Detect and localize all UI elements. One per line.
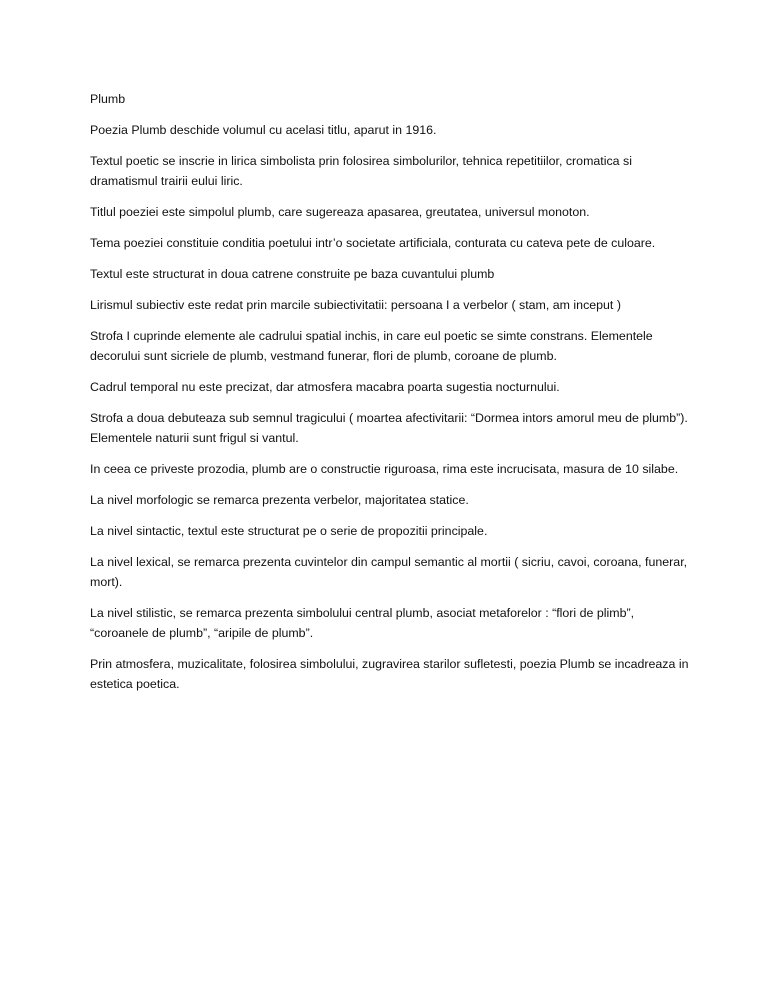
- paragraph-prozodia: In ceea ce priveste prozodia, plumb are o constructie riguroasa, rima este incrucisata, masura de 10 silabe.: [90, 462, 679, 476]
- paragraph-strofa-2: Strofa a doua debuteaza sub semnul tragicului ( moartea afectivitarii: “Dormea intors amorul meu de plumb”). Elementele naturii sunt frigul si vantul.: [90, 411, 688, 445]
- paragraph-cadru-temporal: Cadrul temporal nu este precizat, dar atmosfera macabra poarta sugestia nocturnului.: [90, 380, 560, 394]
- paragraph-sintactic: La nivel sintactic, textul este structurat pe o serie de propozitii principale.: [90, 524, 488, 538]
- paragraph-morfologic: La nivel morfologic se remarca prezenta verbelor, majoritatea statice.: [90, 493, 469, 507]
- paragraph-tema: Tema poeziei constituie conditia poetului intr’o societate artificiala, conturata cu cateva pete de culoare.: [90, 236, 656, 250]
- paragraph-simbolism: Textul poetic se inscrie in lirica simbolista prin folosirea simbolurilor, tehnica repetitiilor, cromatica si dramatismul trairii eului liric.: [90, 154, 632, 188]
- paragraph-stilistic: La nivel stilistic, se remarca prezenta simbolului central plumb, asociat metaforelor : “flori de plimb”, “coroanele de plumb”, “aripile de plumb”.: [90, 606, 635, 640]
- paragraph-intro: Poezia Plumb deschide volumul cu acelasi titlu, aparut in 1916.: [90, 123, 437, 137]
- paragraph-concluzie: Prin atmosfera, muzicalitate, folosirea simbolului, zugravirea starilor sufletesti, poezia Plumb se incadreaza in estetica poetica.: [90, 657, 689, 691]
- paragraph-lexical: La nivel lexical, se remarca prezenta cuvintelor din campul semantic al mortii ( sicriu, cavoi, coroana, funerar, mort).: [90, 555, 688, 589]
- paragraph-lirism: Lirismul subiectiv este redat prin marcile subiectivitatii: persoana I a verbelor ( stam, am inceput ): [90, 298, 621, 312]
- document-body: [90, 89, 694, 705]
- paragraph-strofa-1: Strofa I cuprinde elemente ale cadrului spatial inchis, in care eul poetic se simte constrans. Elementele decorului sunt sicriele de plumb, vestmand funerar, flori de plumb, coroane de plumb.: [90, 329, 653, 363]
- paragraph-titlu: Titlul poeziei este simpolul plumb, care sugereaza apasarea, greutatea, universul monoton.: [90, 205, 590, 219]
- paragraph-structura: Textul este structurat in doua catrene construite pe baza cuvantului plumb: [90, 267, 495, 281]
- document-title: Plumb: [90, 92, 126, 106]
